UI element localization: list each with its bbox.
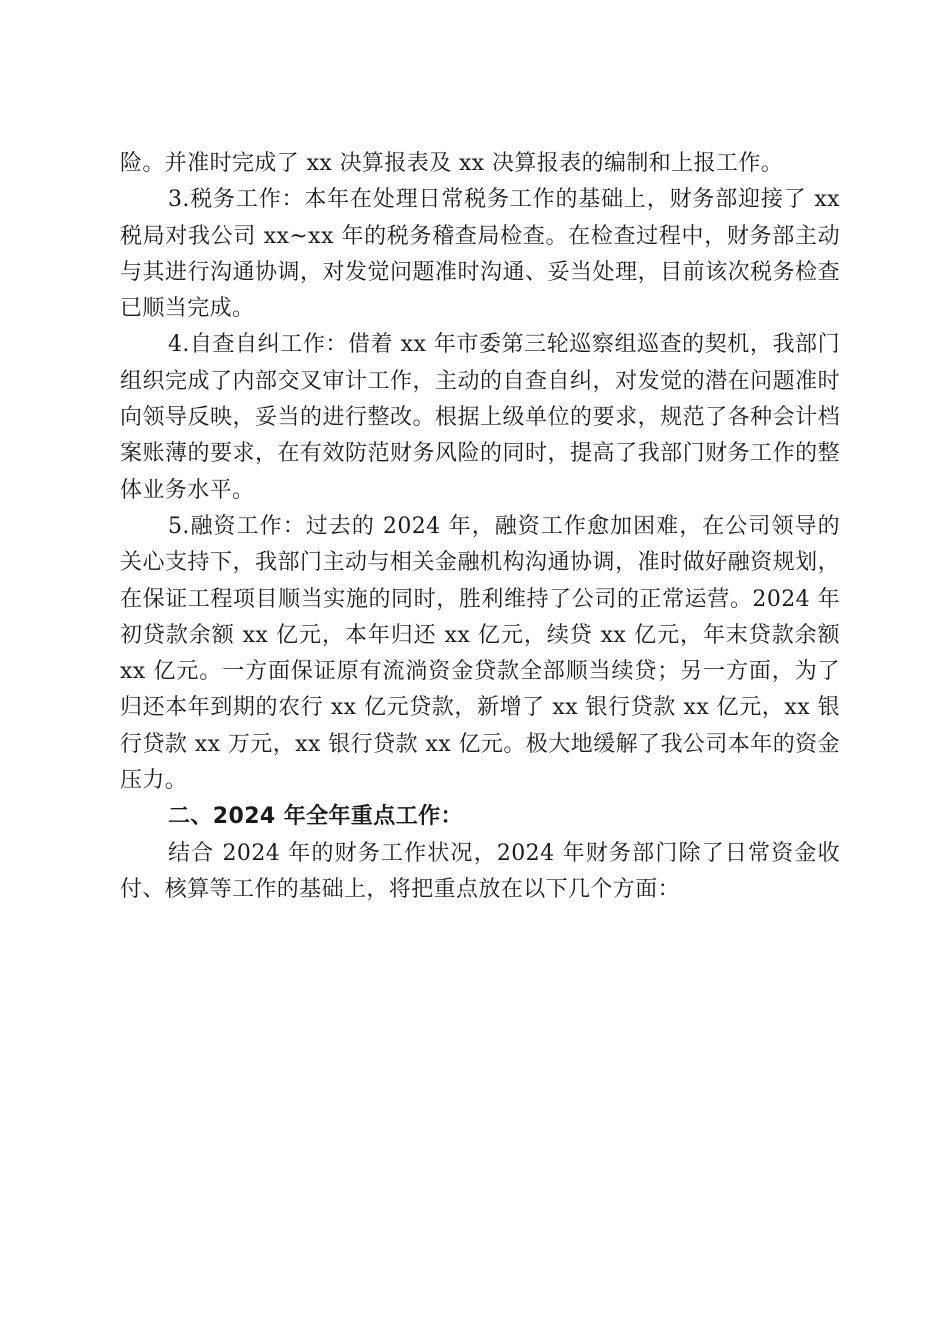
document-body bbox=[120, 146, 840, 908]
paragraph-audit-report-continuation: 险。并准时完成了 xx 决算报表及 xx 决算报表的编制和上报工作。 bbox=[120, 151, 784, 176]
paragraph-key-work-intro: 结合 2024 年的财务工作状况，2024 年财务部门除了日常资金收付、核算等工作的基础上，将把重点放在以下几个方面： bbox=[120, 840, 840, 902]
paragraph-tax-work: 3.税务工作：本年在处理日常税务工作的基础上，财务部迎接了 xx 税局对我公司 xx~xx 年的税务稽查局检查。在检查过程中，财务部主动与其进行沟通协调，对发觉问题准时沟通、妥当处理，目前该次税务检查已顺当完成。 bbox=[120, 187, 840, 322]
paragraph-self-inspection-work: 4.自查自纠工作：借着 xx 年市委第三轮巡察组巡查的契机，我部门组织完成了内部交叉审计工作，主动的自查自纠，对发觉的潜在问题准时向领导反映，妥当的进行整改。根据上级单位的要求，规范了各种会计档案账薄的要求，在有效防范财务风险的同时，提高了我部门财务工作的整体业务水平。 bbox=[120, 332, 840, 503]
paragraph-financing-work: 5.融资工作：过去的 2024 年，融资工作愈加困难，在公司领导的关心支持下，我部门主动与相关金融机构沟通协调，准时做好融资规划，在保证工程项目顺当实施的同时，胜利维持了公司的正常运营。2024 年初贷款余额 xx 亿元，本年归还 xx 亿元，续贷 xx 亿元，年末贷款余额 xx 亿元。一方面保证原有流淌资金贷款全部顺当续贷；另一方面，为了归还本年到期的农行 xx 亿元贷款，新增了 xx 银行贷款 xx 亿元，xx 银行贷款 xx 万元，xx 银行贷款 xx 亿元。极大地缓解了我公司本年的资金压力。 bbox=[120, 513, 840, 794]
section-heading-key-work: 二、2024 年全年重点工作： bbox=[168, 804, 463, 830]
